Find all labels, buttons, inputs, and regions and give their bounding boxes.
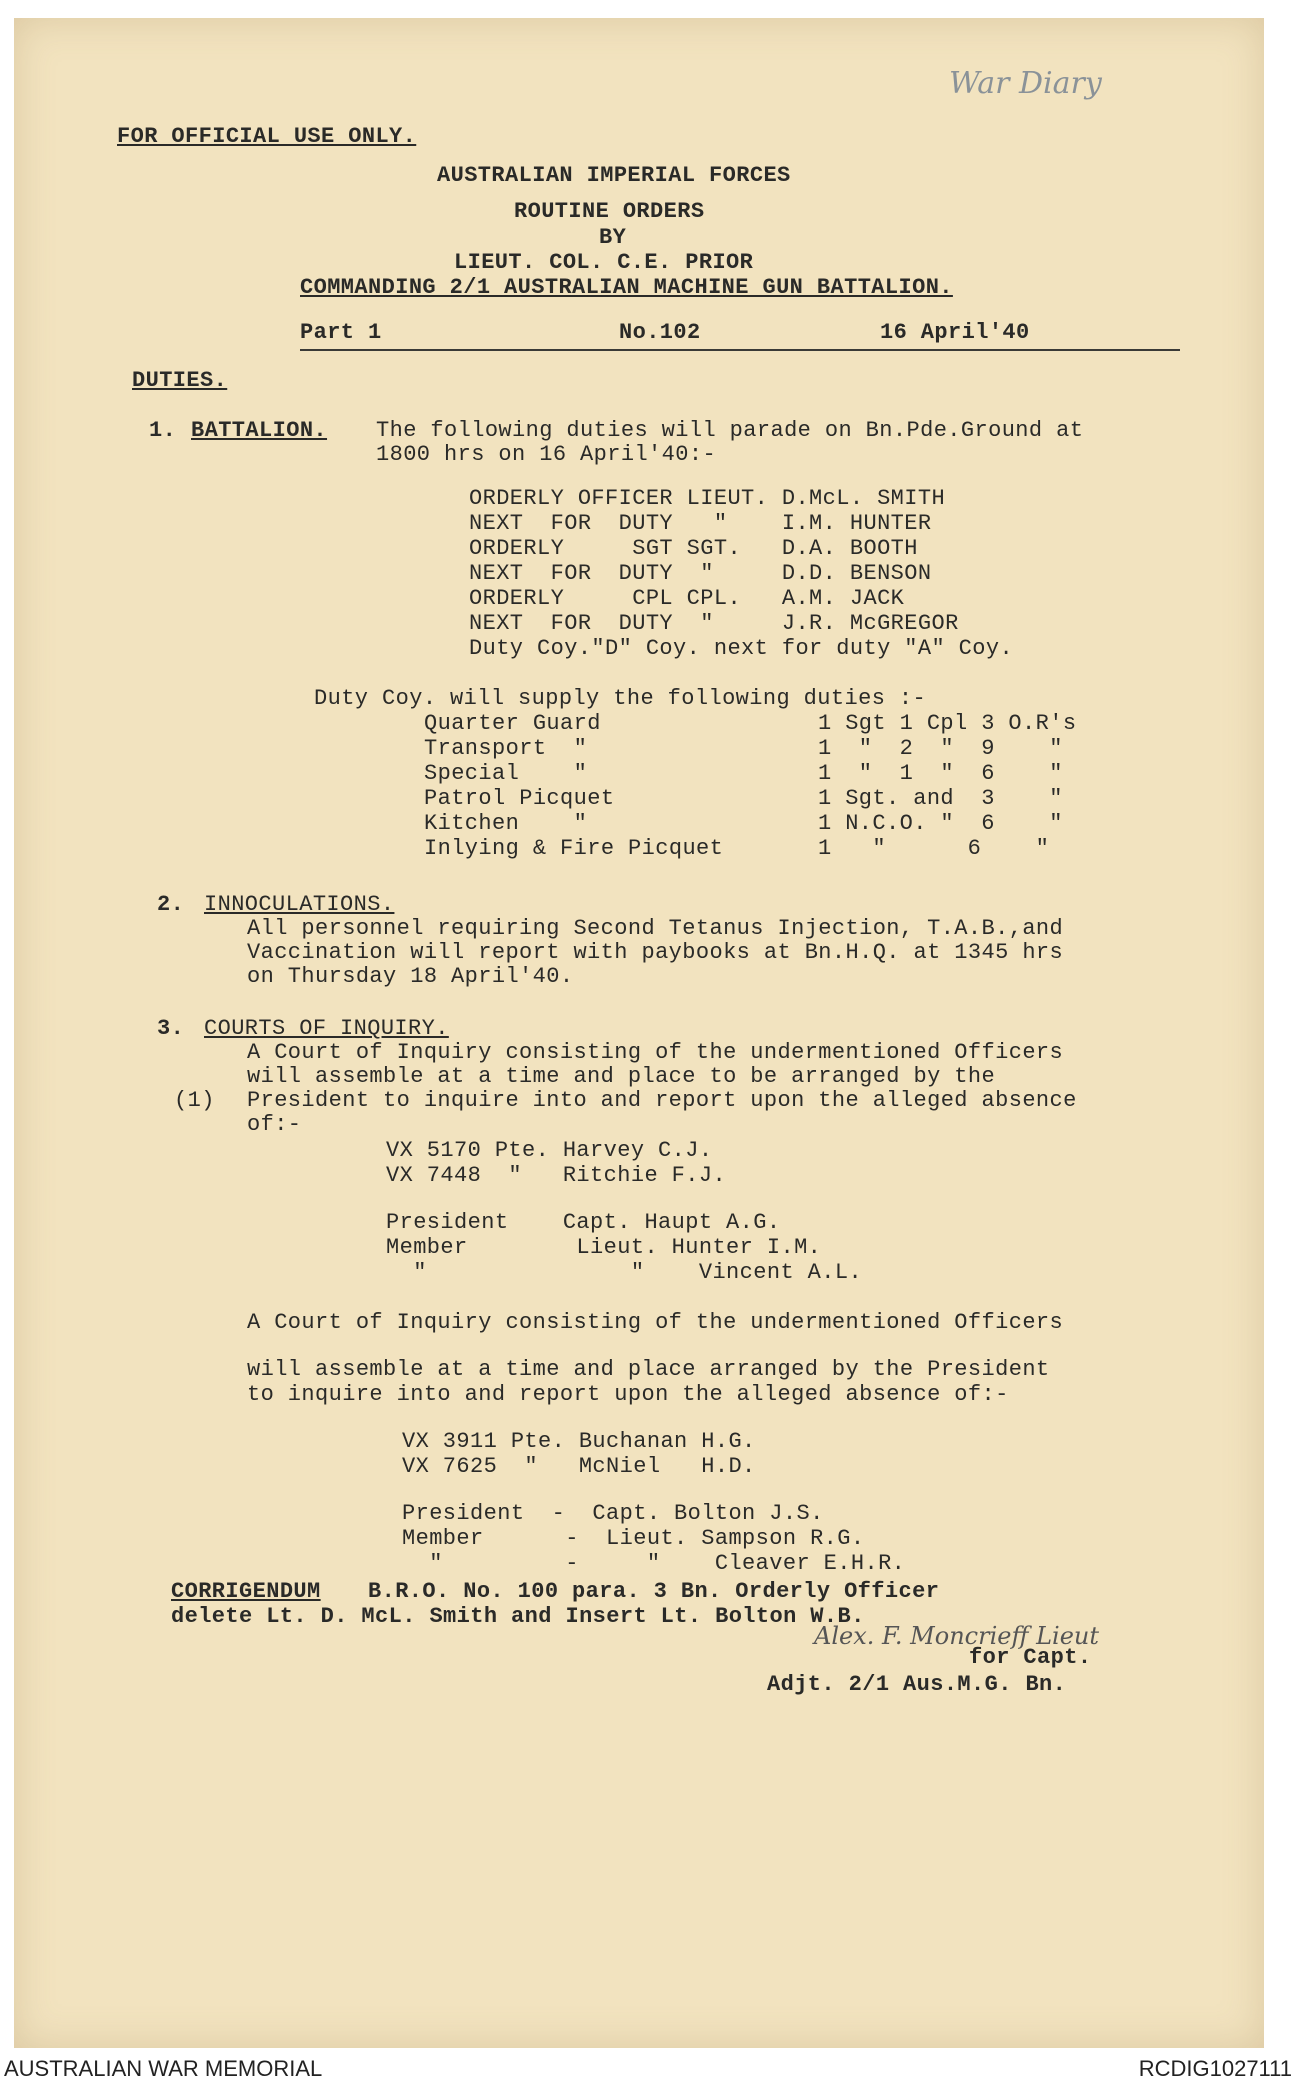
court-2-line: A Court of Inquiry consisting of the undermentioned Officers	[247, 1310, 1064, 1335]
archive-footer	[0, 2052, 1300, 2082]
order-number: No.102	[619, 320, 701, 345]
supply-duty-value: 1 " 1 " 6 "	[818, 761, 1063, 786]
court-1-person: VX 7448 " Ritchie F.J.	[386, 1163, 727, 1188]
duty-roster-line: ORDERLY CPL CPL. A.M. JACK	[469, 586, 905, 611]
duty-roster-line: NEXT FOR DUTY " I.M. HUNTER	[469, 511, 932, 536]
court-2-board: Member - Lieut. Sampson R.G.	[402, 1526, 865, 1551]
court-1-subnumber: (1)	[174, 1088, 215, 1113]
commanding-line: COMMANDING 2/1 AUSTRALIAN MACHINE GUN BATTALION.	[300, 275, 953, 300]
supply-duty-name: Quarter Guard	[424, 711, 601, 736]
signature-title: Adjt. 2/1 Aus.M.G. Bn.	[767, 1672, 1067, 1697]
supply-intro: Duty Coy. will supply the following duties :-	[314, 686, 927, 711]
official-use-heading: FOR OFFICIAL USE ONLY.	[117, 124, 417, 149]
court-1-line: of:-	[247, 1112, 302, 1137]
court-1-board: Member Lieut. Hunter I.M.	[386, 1235, 822, 1260]
innoculations-line: All personnel requiring Second Tetanus Injection, T.A.B.,and	[247, 916, 1064, 941]
corrigendum-line-2: delete Lt. D. McL. Smith and Insert Lt. Bolton W.B.	[171, 1604, 865, 1629]
battalion-intro-line-1: The following duties will parade on Bn.Pde.Ground at	[376, 418, 1084, 443]
supply-duty-name: Kitchen "	[424, 811, 588, 836]
court-2-line: to inquire into and report upon the alleged absence of:-	[247, 1382, 1009, 1407]
header-rule	[300, 349, 1180, 351]
innoculations-heading: INNOCULATIONS.	[204, 892, 395, 917]
signature-rank: for Capt.	[969, 1645, 1092, 1670]
supply-duty-value: 1 Sgt 1 Cpl 3 O.R's	[818, 711, 1077, 736]
corrigendum-line-1: B.R.O. No. 100 para. 3 Bn. Orderly Officer	[368, 1579, 940, 1604]
battalion-intro-line-2: 1800 hrs on 16 April'40:-	[376, 442, 717, 467]
duty-roster-line: NEXT FOR DUTY " J.R. McGREGOR	[469, 611, 959, 636]
item-number-1: 1.	[149, 418, 177, 443]
court-1-line: A Court of Inquiry consisting of the undermentioned Officers	[247, 1040, 1064, 1065]
by-line: BY	[599, 225, 627, 250]
court-1-board: " " Vincent A.L.	[386, 1260, 863, 1285]
item-number-2: 2.	[157, 892, 185, 917]
duties-heading: DUTIES.	[132, 368, 228, 393]
forces-title: AUSTRALIAN IMPERIAL FORCES	[437, 163, 791, 188]
footer-record-id: RCDIG1027111	[1138, 2056, 1292, 2081]
duty-roster-line: NEXT FOR DUTY " D.D. BENSON	[469, 561, 932, 586]
court-2-board: President - Capt. Bolton J.S.	[402, 1501, 824, 1526]
document-page	[14, 18, 1264, 2048]
duty-coy-line: Duty Coy."D" Coy. next for duty "A" Coy.	[469, 636, 1014, 661]
court-2-person: VX 7625 " McNiel H.D.	[402, 1454, 756, 1479]
supply-duty-name: Inlying & Fire Picquet	[424, 836, 724, 861]
innoculations-line: on Thursday 18 April'40.	[247, 964, 574, 989]
supply-duty-value: 1 " 2 " 9 "	[818, 736, 1063, 761]
court-2-board: " - " Cleaver E.H.R.	[402, 1551, 906, 1576]
innoculations-line: Vaccination will report with paybooks at Bn.H.Q. at 1345 hrs	[247, 940, 1064, 965]
signature-scrawl: Alex. F. Moncrieff Lieut	[814, 1622, 1099, 1650]
court-1-board: President Capt. Haupt A.G.	[386, 1210, 781, 1235]
order-date: 16 April'40	[880, 320, 1030, 345]
part-label: Part 1	[300, 320, 382, 345]
duty-roster-line: ORDERLY SGT SGT. D.A. BOOTH	[469, 536, 918, 561]
footer-institution: AUSTRALIAN WAR MEMORIAL	[4, 2056, 323, 2081]
supply-duty-value: 1 Sgt. and 3 "	[818, 786, 1063, 811]
routine-orders-title: ROUTINE ORDERS	[514, 199, 705, 224]
handwritten-annotation: War Diary	[949, 66, 1102, 101]
corrigendum-label: CORRIGENDUM	[171, 1579, 321, 1604]
supply-duty-value: 1 " 6 "	[818, 836, 1050, 861]
supply-duty-name: Special "	[424, 761, 588, 786]
commander-name: LIEUT. COL. C.E. PRIOR	[454, 250, 754, 275]
court-1-person: VX 5170 Pte. Harvey C.J.	[386, 1138, 713, 1163]
court-2-person: VX 3911 Pte. Buchanan H.G.	[402, 1429, 756, 1454]
court-2-line: will assemble at a time and place arranged by the President	[247, 1357, 1050, 1382]
item-number-3: 3.	[157, 1016, 185, 1041]
supply-duty-name: Transport "	[424, 736, 588, 761]
supply-duty-name: Patrol Picquet	[424, 786, 615, 811]
battalion-heading: BATTALION.	[191, 418, 328, 443]
duty-roster-line: ORDERLY OFFICER LIEUT. D.McL. SMITH	[469, 486, 946, 511]
court-1-line: will assemble at a time and place to be arranged by the	[247, 1064, 996, 1089]
supply-duty-value: 1 N.C.O. " 6 "	[818, 811, 1063, 836]
courts-heading: COURTS OF INQUIRY.	[204, 1016, 449, 1041]
court-1-line: President to inquire into and report upon the alleged absence	[247, 1088, 1077, 1113]
